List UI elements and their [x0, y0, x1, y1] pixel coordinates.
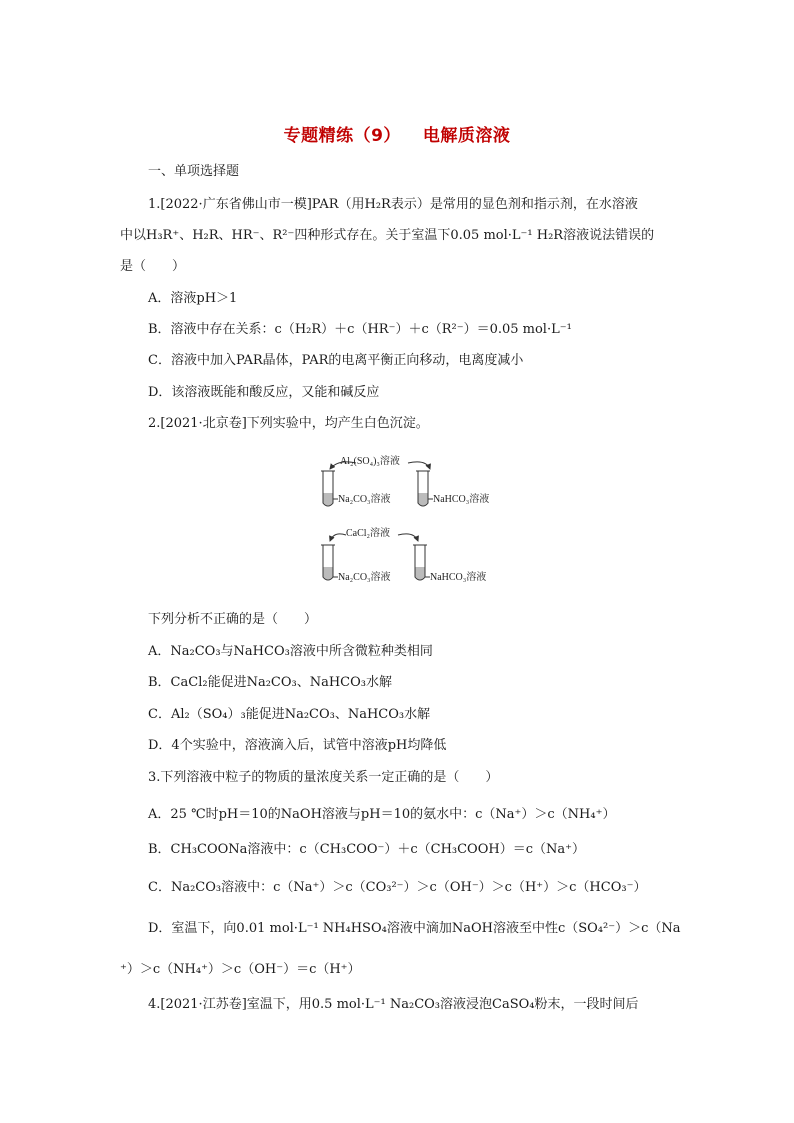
q1-option-a: A．溶液pH＞1 — [148, 291, 238, 306]
q1-stem-line1: 1.[2022·广东省佛山市一模]PAR（用H₂R表示）是常用的显色剂和指示剂，在水溶液 — [148, 197, 638, 212]
q1-stem-line3: 是（ ） — [120, 259, 186, 274]
test-tube-1 — [321, 471, 335, 506]
q2-ask: 下列分析不正确的是（ ） — [148, 612, 318, 627]
q3-option-b: B．CH₃COONa溶液中：c（CH₃COO⁻）＋c（CH₃COOH）＝c（Na⁺） — [148, 842, 585, 857]
q1-stem-line2: 中以H₃R⁺、H₂R、HR⁻、R²⁻四种形式存在。关于室温下0.05 mol·L⁻¹ H₂R溶液说法错误的 — [120, 228, 655, 243]
section-heading: 一、单项选择题 — [148, 164, 240, 179]
tube1-label: Na₂CO₃溶液 — [338, 494, 391, 505]
reagent-label-2: CaCl₂溶液 — [346, 528, 391, 539]
q2-option-c: C．Al₂（SO₄）₃能促进Na₂CO₃、NaHCO₃水解 — [148, 707, 431, 722]
q3-stem: 3.下列溶液中粒子的物质的量浓度关系一定正确的是（ ） — [148, 770, 499, 785]
test-tube-4 — [413, 545, 427, 580]
test-tube-3 — [321, 545, 335, 580]
arrow-right-1 — [408, 462, 430, 469]
test-tube-2 — [416, 471, 430, 506]
title-part2: 电解质溶液 — [422, 126, 511, 146]
q1-option-c: C．溶液中加入PAR晶体，PAR的电离平衡正向移动，电离度减小 — [148, 353, 524, 368]
arrow-right-2 — [398, 534, 418, 541]
tube2-label: NaHCO₃溶液 — [433, 494, 490, 505]
arrow-left-2 — [330, 534, 346, 541]
q4-stem-line1: 4.[2021·江苏卷]室温下，用0.5 mol·L⁻¹ Na₂CO₃溶液浸泡CaSO₄粉末，一段时间后 — [148, 997, 639, 1012]
q2-option-a: A．Na₂CO₃与NaHCO₃溶液中所含微粒种类相同 — [148, 644, 433, 659]
reagent-label-1: Al₂(SO₄)₃溶液 — [340, 456, 400, 467]
tube3-label: Na₂CO₃溶液 — [338, 572, 391, 583]
q2-stem: 2.[2021·北京卷]下列实验中，均产生白色沉淀。 — [148, 416, 429, 431]
q3-option-a: A．25 ℃时pH＝10的NaOH溶液与pH＝10的氨水中：c（Na⁺）＞c（NH₄⁺） — [148, 807, 616, 822]
q3-option-d-line1: D．室温下，向0.01 mol·L⁻¹ NH₄HSO₄溶液中滴加NaOH溶液至中性c（SO₄²⁻）＞c（Na — [148, 921, 681, 936]
experiment-figure — [318, 449, 508, 597]
page-title — [0, 121, 794, 146]
q3-option-c: C．Na₂CO₃溶液中：c（Na⁺）＞c（CO₃²⁻）＞c（OH⁻）＞c（H⁺）＞c（HCO₃⁻） — [148, 880, 647, 895]
title-part1: 专题精练（9） — [283, 126, 401, 146]
q2-option-b: B．CaCl₂能促进Na₂CO₃、NaHCO₃水解 — [148, 675, 392, 690]
q3-option-d-line2: ⁺）＞c（NH₄⁺）＞c（OH⁻）＝c（H⁺） — [120, 962, 361, 977]
q1-option-b: B．溶液中存在关系：c（H₂R）＋c（HR⁻）＋c（R²⁻）＝0.05 mol·L⁻¹ — [148, 322, 572, 337]
q1-option-d: D．该溶液既能和酸反应，又能和碱反应 — [148, 385, 380, 400]
tube4-label: NaHCO₃溶液 — [430, 572, 487, 583]
q2-option-d: D．4个实验中，溶液滴入后，试管中溶液pH均降低 — [148, 738, 447, 753]
